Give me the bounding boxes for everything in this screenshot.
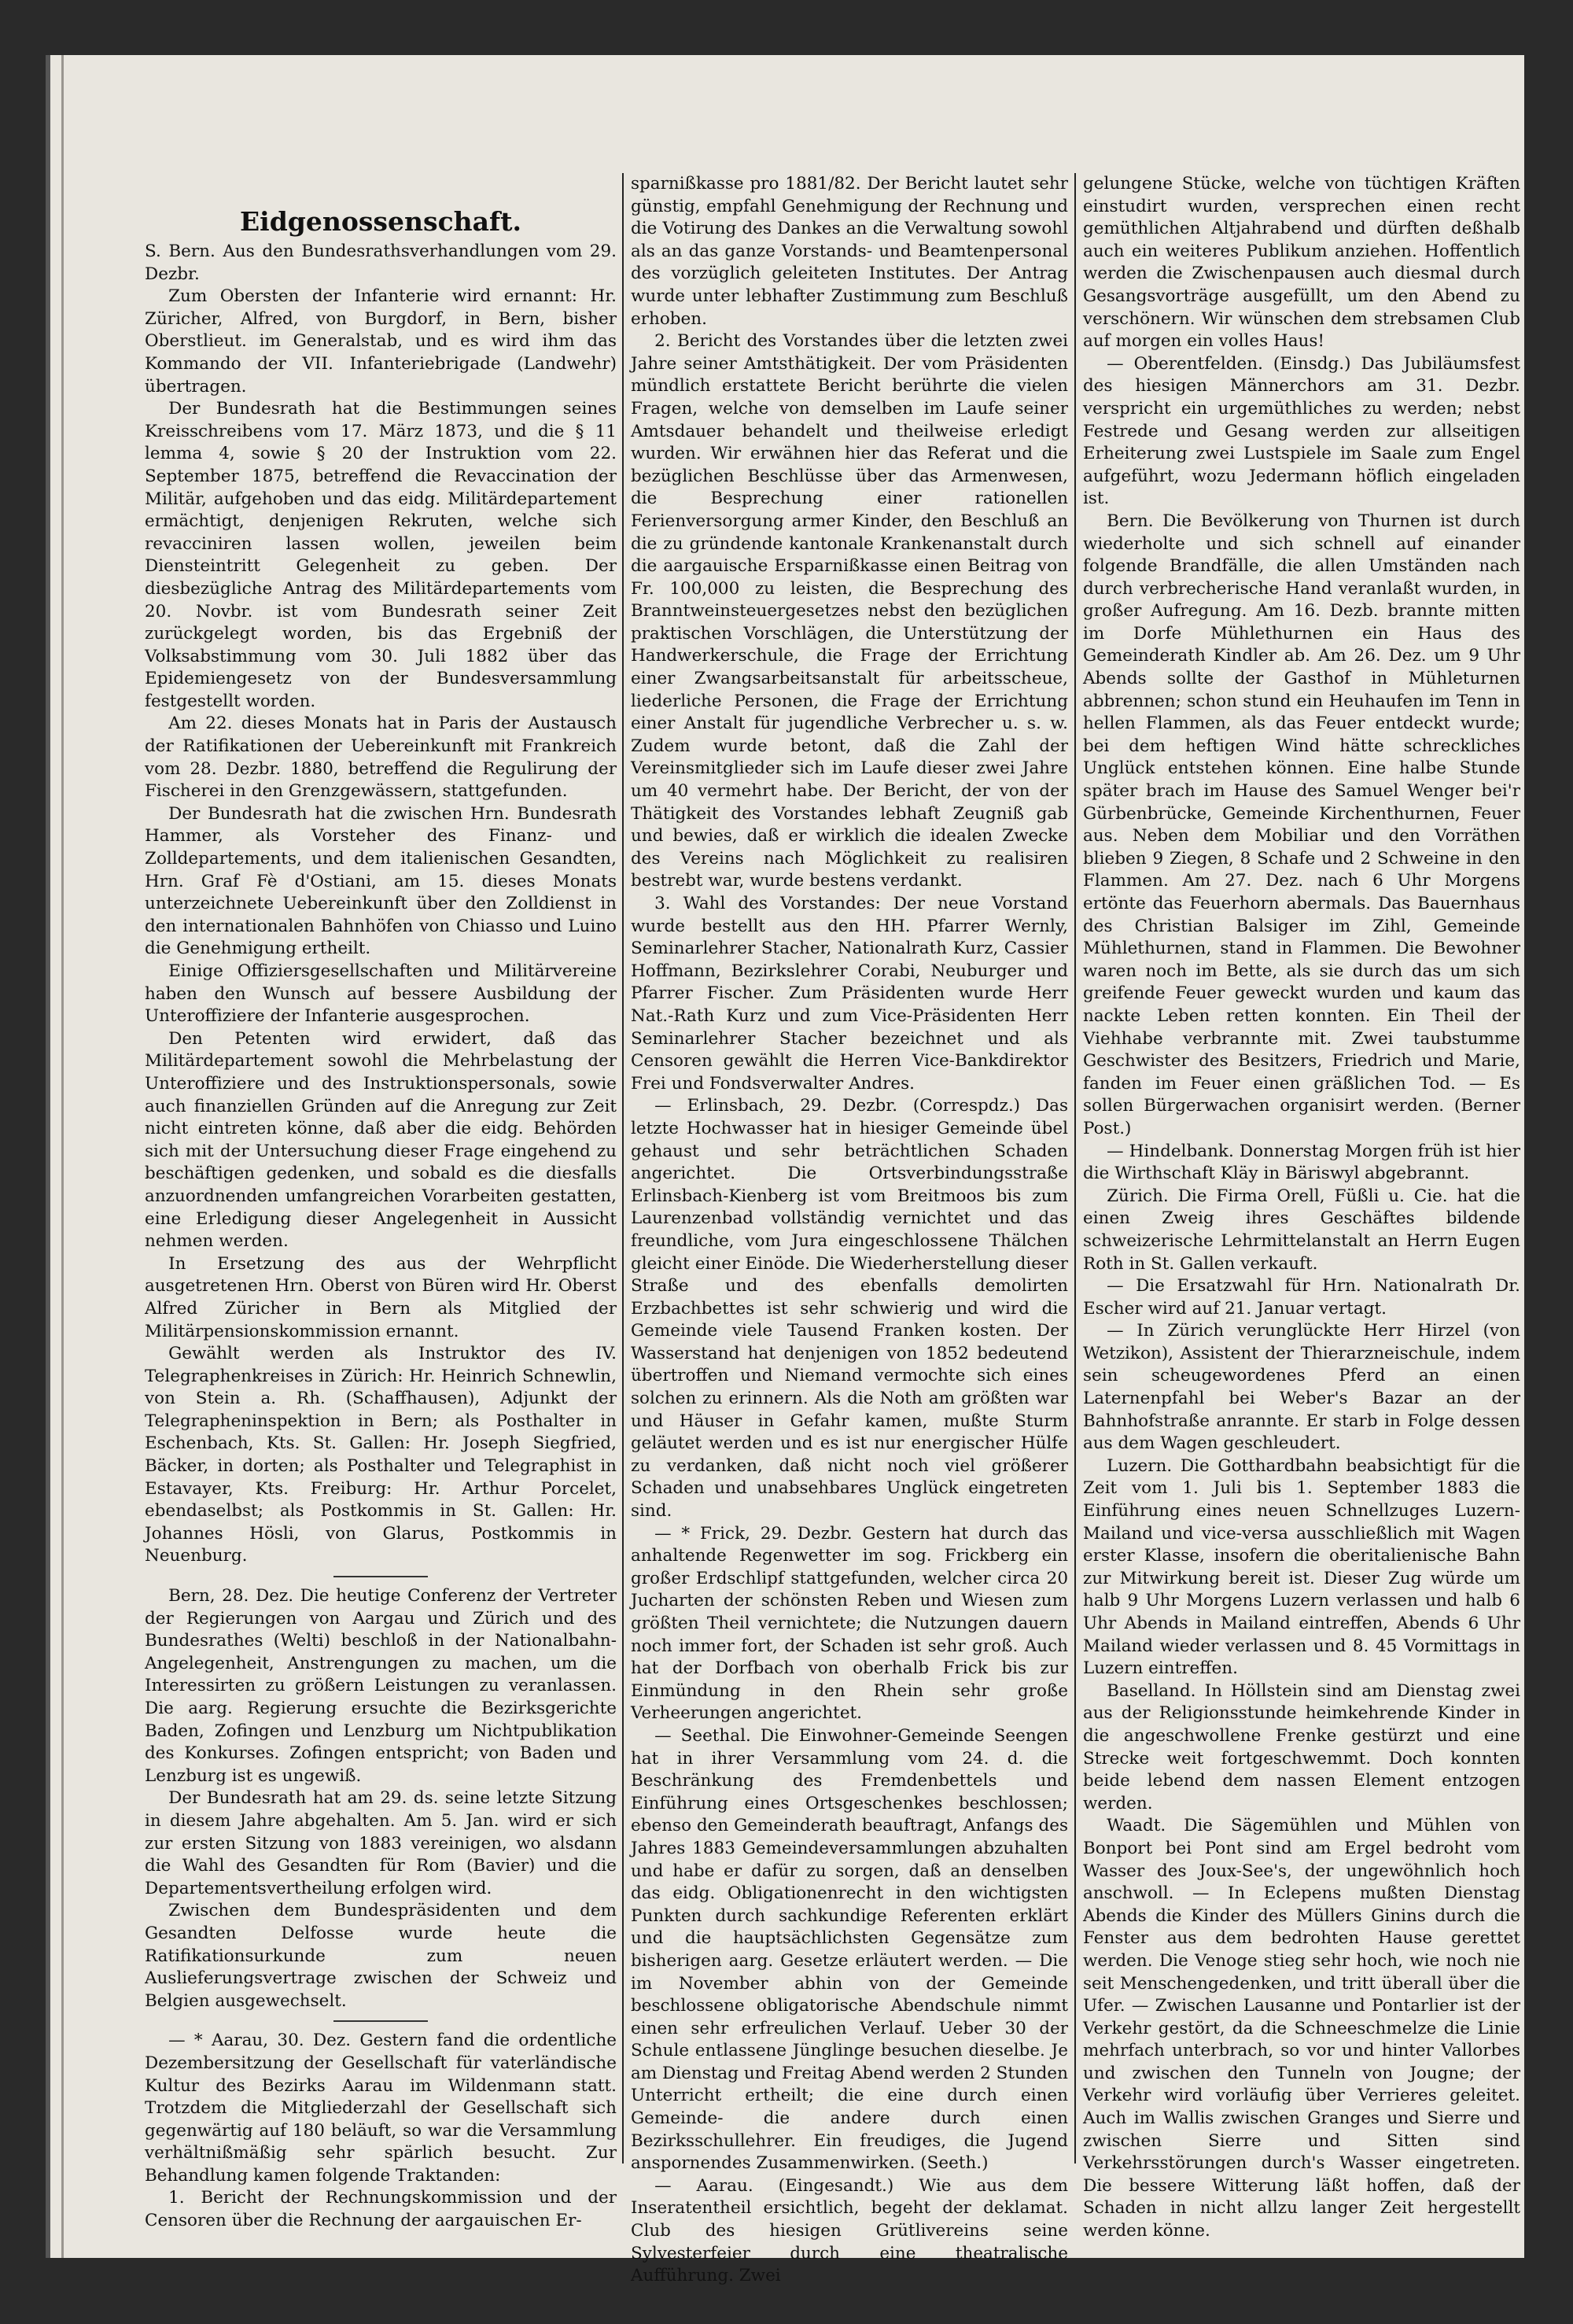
column-1 — [145, 173, 617, 2231]
article-paragraph: Baselland. In Höllstein sind am Dienstag zwei aus der Religionsstunde heimkehrende Kinder in die angeschwollene Frenke gestürzt und eine Strecke weit fortgeschwemmt. Doch konnten beide lebend dem nassen Element entzogen werden. — [1083, 1680, 1520, 1813]
article-paragraph: S. Bern. Aus den Bundesrathsverhandlungen vom 29. Dezbr. — [145, 242, 617, 284]
article-paragraph: Einige Offiziersgesellschaften und Militärvereine haben den Wunsch auf bessere Ausbildung der Unteroffiziere der Infanterie ausgesprochen. — [145, 961, 617, 1027]
article-paragraph: — * Frick, 29. Dezbr. Gestern hat durch das anhaltende Regenwetter im sog. Frickberg ein großer Erdschlipf stattgefunden, welcher circa 20 Jucharten der schönsten Reben und Wiesen zum größten Theil vernichtete; die Nutzungen dauern noch immer fort, der Schaden ist sehr groß. Auch hat der Dorfbach von oberhalb Frick bis zur Einmündung in den Rhein sehr große Verheerungen angerichtet. — [631, 1523, 1068, 1724]
article-paragraph: Zwischen dem Bundespräsidenten und dem Gesandten Delfosse wurde heute die Ratifikationsurkunde zum neuen Auslieferungsvertrage zwischen der Schweiz und Belgien ausgewechselt. — [145, 1901, 617, 2011]
article-paragraph: Der Bundesrath hat am 29. ds. seine letzte Sitzung in diesem Jahre abgehalten. Am 5. Jan. wird er sich zur ersten Sitzung von 1883 vereinigen, wo alsdann die Wahl des Gesandten für Rom (Bavier) und die Departementsvertheilung erfolgen wird. — [145, 1788, 617, 1898]
article-paragraph: In Ersetzung des aus der Wehrpflicht ausgetretenen Hrn. Oberst von Büren wird Hr. Oberst Alfred Züricher in Bern als Mitglied der Militärpensionskommission ernannt. — [145, 1253, 617, 1341]
article-paragraph: — * Aarau, 30. Dez. Gestern fand die ordentliche Dezembersitzung der Gesellschaft für vaterländische Kultur des Bezirks Aarau im Wildenmann statt. Trotzdem die Mitgliederzahl der Gesellschaft sich gegenwärtig auf 180 beläuft, so war die Versammlung verhältnißmäßig sehr spärlich besucht. Zur Behandlung kamen folgende Traktanden: — [145, 2031, 617, 2186]
article-paragraph: Der Bundesrath hat die zwischen Hrn. Bundesrath Hammer, als Vorsteher des Finanz- und Zolldepartements, und dem italienischen Gesandten, Hrn. Graf Fè d'Ostiani, am 15. dieses Monats unterzeichnete Uebereinkunft über den Zolldienst in den internationalen Bahnhöfen von Chiasso und Luino die Genehmigung ertheilt. — [145, 803, 617, 959]
newspaper-page — [46, 55, 1524, 2286]
article-paragraph: — Hindelbank. Donnerstag Morgen früh ist hier die Wirthschaft Kläy in Bäriswyl abgebrannt. — [1083, 1141, 1520, 1184]
column-2 — [631, 173, 1068, 2286]
article-paragraph: Bern. Die Bevölkerung von Thurnen ist durch wiederholte und sich schnell auf einander folgende Brandfälle, die allen Umständen nach durch verbrecherische Hand veranlaßt wurden, in großer Aufregung. Am 16. Dezb. brannte mitten im Dorfe Mühlethurnen ein Haus des Gemeinderath Kindler ab. Am 26. Dez. um 9 Uhr Abends sollte der Gasthof in Mühleturnen abbrennen; schon stund ein Heuhaufen im Tenn in hellen Flammen, als das Feuer entdeckt wurde; bei dem heftigen Wind hätte schreckliches Unglück entstehen können. Eine halbe Stunde später brach im Hause des Samuel Wenger bei'r Gürbenbrücke, Gemeinde Kirchenthurnen, Feuer aus. Neben dem Mobiliar und den Vorräthen blieben 9 Ziegen, 8 Schafe und 2 Schweine in den Flammen. Am 27. Dez. nach 6 Uhr Morgens ertönte das Feuerhorn abermals. Das Bauernhaus des Christian Balsiger im Zihl, Gemeinde Mühlethurnen, stand in Flammen. Die Bewohner waren noch im Bette, als sie durch das um sich greifende Feuer geweckt wurden und kaum das nackte Leben retten konnten. Ein Theil der Viehhabe verbrannte mit. Zwei taubstumme Geschwister des Besitzers, Friedrich und Marie, fanden im Feuer einen gräßlichen Tod. — Es sollen Bürgerwachen organisirt werden. (Berner Post.) — [1083, 511, 1520, 1138]
article-paragraph: — Seethal. Die Einwohner-Gemeinde Seengen hat in ihrer Versammlung vom 24. d. die Beschränkung des Fremdenbettels und Einführung eines Ortsgeschenkes beschlossen; ebenso den Gemeinderath beauftragt, Anfangs des Jahres 1883 Gemeindeversammlungen abzuhalten und habe er dafür zu sorgen, daß an denselben das eidg. Obligationenrecht in den wichtigsten Punkten durch sachkundige Referenten erklärt und die hauptsächlichsten Gegensätze zum bisherigen aarg. Gesetze erläutert werden. — Die im November abhin von der Gemeinde beschlossene obligatorische Abendschule nimmt einen sehr erfreulichen Verlauf. Ueber 30 der Schule entlassene Jünglinge besuchen dieselbe. Je am Dienstag und Freitag Abend werden 2 Stunden Unterricht ertheilt; die eine durch einen Gemeinde- die andere durch einen Bezirksschullehrer. Ein freudiges, die Jugend anspornendes Zusammenwirken. (Seeth.) — [631, 1725, 1068, 2174]
article-paragraph: Bern, 28. Dez. Die heutige Conferenz der Vertreter der Regierungen von Aargau und Zürich und des Bundesrathes (Welti) beschloß in der Nationalbahn-Angelegenheit, Anstrengungen zu machen, um die Interessirten zu größern Leistungen zu veranlassen. Die aarg. Regierung ersuchte die Bezirksgerichte Baden, Zofingen und Lenzburg um Nichtpublikation des Konkurses. Zofingen entspricht; von Baden und Lenzburg ist es ungewiß. — [145, 1586, 617, 1786]
article-paragraph: — In Zürich verunglückte Herr Hirzel (von Wetzikon), Assistent der Thierarzneischule, indem sein scheugewordenes Pferd an einen Laternenpfahl bei Weber's Bazar an der Bahnhofstraße anrannte. Er starb in Folge dessen aus dem Wagen geschleudert. — [1083, 1321, 1520, 1454]
article-paragraph: — Die Ersatzwahl für Hrn. Nationalrath Dr. Escher wird auf 21. Januar vertagt. — [1083, 1276, 1520, 1319]
article-paragraph: Gewählt werden als Instruktor des IV. Telegraphenkreises in Zürich: Hr. Heinrich Schnewlin, von Stein a. Rh. (Schaffhausen), Adjunkt der Telegrapheninspektion in Bern; als Posthalter in Eschenbach, Kts. St. Gallen: Hr. Joseph Siegfried, Bäcker, in dorten; als Posthalter und Telegraphist in Estavayer, Kts. Freiburg: Hr. Arthur Porcelet, ebendaselbst; als Postkommis in St. Gallen: Hr. Johannes Hösli, von Glarus, Postkommis in Neuenburg. — [145, 1344, 617, 1566]
article-paragraph: Waadt. Die Sägemühlen und Mühlen von Bonport bei Pont sind am Ergel bedroht vom Wasser des Joux-See's, der ungewöhnlich hoch anschwoll. — In Eclepens mußten Dienstag Abends die Kinder des Müllers Ginins durch die Fenster aus dem bedrohten Hause gerettet werden. Die Venoge stieg sehr hoch, wie noch nie seit Menschengedenken, und tritt überall über die Ufer. — Zwischen Lausanne und Pontarlier ist der Verkehr gestört, da die Schneeschmelze die Linie mehrfach unterbrach, so vor und hinter Vallorbes und zwischen den Tunneln von Jougne; der Verkehr wird vorläufig über Verrieres geleitet. Auch im Wallis zwischen Granges und Sierre und zwischen Sierre und Sitten sind Verkehrsstörungen durch's Wasser eingetreten. Die bessere Witterung läßt hoffen, daß der Schaden in nicht allzu langer Zeit hergestellt werden könne. — [1083, 1816, 1520, 2241]
section-heading: Eidgenossenschaft. — [240, 206, 521, 237]
column-rule — [1074, 173, 1076, 2164]
article-paragraph: 2. Bericht des Vorstandes über die letzten zwei Jahre seiner Amtsthätigkeit. Der vom Präsidenten mündlich erstattete Bericht berührte die vielen Fragen, welche von demselben im Laufe seiner Amtsdauer behandelt und theilweise erledigt wurden. Wir erwähnen hier das Referat und die bezüglichen Beschlüsse über das Armenwesen, die Besprechung einer rationellen Ferienversorgung armer Kinder, den Beschluß an die zu gründende kantonale Krankenanstalt durch die aargauische Ersparnißkasse einen Beitrag von Fr. 100,000 zu leisten, die Besprechung des Branntweinsteuergesetzes nebst den bezüglichen praktischen Vorschlägen, die Unterstützung der Handwerkerschule, die Frage der Errichtung einer Zwangsarbeitsanstalt für arbeitsscheue, liederliche Personen, die Frage der Errichtung einer Anstalt für jugendliche Verbrecher u. s. w. Zudem wurde betont, daß die Zahl der Vereinsmitglieder sich im Laufe dieser zwei Jahre um 40 vermehrt habe. Der Bericht, der von der Thätigkeit des Vorstandes lebhaft Zeugniß gab und bewies, daß er wirklich die idealen Zwecke des Vereins nach Möglichkeit zu realisiren bestrebt war, wurde bestens verdankt. — [631, 331, 1068, 891]
article-paragraph: sparnißkasse pro 1881/82. Der Bericht lautet sehr günstig, empfahl Genehmigung der Rechnung und die Votirung des Dankes an die Verwaltung sowohl als an das ganze Vorstands- und Beamtenpersonal des vorzüglich geleiteten Institutes. Der Antrag wurde unter lebhafter Zustimmung zum Beschluß erhoben. — [631, 174, 1068, 329]
article-separator — [333, 2020, 428, 2022]
article-paragraph: Zürich. Die Firma Orell, Füßli u. Cie. hat die einen Zweig ihres Geschäftes bildende schweizerische Lehrmittelanstalt an Herrn Eugen Roth in St. Gallen verkauft. — [1083, 1186, 1520, 1274]
article-paragraph: gelungene Stücke, welche von tüchtigen Kräften einstudirt wurden, versprechen einen recht gemüthlichen Altjahrabend und dürften deßhalb auch ein weiteres Publikum anziehen. Hoffentlich werden die Zwischenpausen auch diesmal durch Gesangsvorträge ausgefüllt, um den Abend zu verschönern. Wir wünschen dem strebsamen Club auf morgen ein volles Haus! — [1083, 174, 1520, 352]
article-paragraph: Der Bundesrath hat die Bestimmungen seines Kreisschreibens vom 17. März 1873, und die § 11 lemma 4, sowie § 20 der Instruktion vom 22. September 1875, betreffend die Revaccination der Militär, aufgehoben und das eidg. Militärdepartement ermächtigt, denjenigen Rekruten, welche sich revacciniren lassen wollen, jeweilen beim Diensteintritt Gelegenheit zu geben. Der diesbezügliche Antrag des Militärdepartements vom 20. Novbr. ist vom Bundesrath seiner Zeit zurückgelegt worden, bis das Ergebniß der Volksabstimmung vom 30. Juli 1882 über das Epidemiengesetz von der Bundesversammlung festgestellt worden. — [145, 399, 617, 711]
column-3 — [1083, 173, 1520, 2241]
article-paragraph: Am 22. dieses Monats hat in Paris der Austausch der Ratifikationen der Uebereinkunft mit Frankreich vom 28. Dezbr. 1880, betreffend die Regulirung der Fischerei in den Grenzgewässern, stattgefunden. — [145, 714, 617, 802]
article-paragraph: — Aarau. (Eingesandt.) Wie aus dem Inseratentheil ersichtlich, begeht der deklamat. Club des hiesigen Grütlivereins seine Sylvesterfeier durch eine theatralische Aufführung. Zwei — [631, 2175, 1068, 2286]
column-rule — [622, 173, 624, 2164]
article-paragraph: Zum Obersten der Infanterie wird ernannt: Hr. Züricher, Alfred, von Burgdorf, in Bern, bisher Oberstlieut. im Generalstab, und es wird ihm das Kommando der VII. Infanteriebrigade (Landwehr) übertragen. — [145, 286, 617, 397]
article-paragraph: — Oberentfelden. (Einsdg.) Das Jubiläumsfest des hiesigen Männerchors am 31. Dezbr. verspricht ein urgemüthliches zu werden; nebst Festrede und Gesang werden zur allseitigen Erheiterung zwei Lustspiele im Saale zum Engel aufgeführt, wozu Jedermann höflich eingeladen ist. — [1083, 353, 1520, 509]
article-paragraph: — Erlinsbach, 29. Dezbr. (Correspdz.) Das letzte Hochwasser hat in hiesiger Gemeinde übel gehaust und sehr beträchtlichen Schaden angerichtet. Die Ortsverbindungsstraße Erlinsbach-Kienberg ist vom Breitmoos bis zum Laurenzenbad vollständig vernichtet und das freundliche, vom Jura eingeschlossene Thälchen gleicht einer Einöde. Die Wiederherstellung dieser Straße und des ebenfalls demolirten Erzbachbettes ist sehr schwierig und wird die Gemeinde viele Tausend Franken kosten. Der Wasserstand hat denjenigen von 1852 bedeutend übertroffen und Niemand vermochte sich eines solchen zu erinnern. Als die Noth am größten war und Häuser in Gefahr kamen, mußte Sturm geläutet werden und es ist nur energischer Hülfe zu verdanken, daß nicht noch viel größerer Schaden und unabsehbares Unglück eingetreten sind. — [631, 1096, 1068, 1522]
article-paragraph: Den Petenten wird erwidert, daß das Militärdepartement sowohl die Mehrbelastung der Unteroffiziere und des Instruktionspersonals, sowie auch finanziellen Gründen auf die Anregung zur Zeit nicht eintreten könne, daß aber die eidg. Behörden sich mit der Untersuchung dieser Frage eingehend zu beschäftigen gedenken, und sobald es die diesfalls anzuordnenden umfangreichen Vorarbeiten gestatten, eine Erledigung dieser Angelegenheit in Aussicht nehmen werden. — [145, 1028, 617, 1252]
article-paragraph: 3. Wahl des Vorstandes: Der neue Vorstand wurde bestellt aus den HH. Pfarrer Wernly, Seminarlehrer Stacher, Nationalrath Kurz, Cassier Hoffmann, Bezirkslehrer Corabi, Neuburger und Pfarrer Fischer. Zum Präsidenten wurde Herr Nat.-Rath Kurz und zum Vice-Präsidenten Herr Seminarlehrer Stacher bezeichnet und als Censoren gewählt die Herren Vice-Bankdirektor Frei und Fondsverwalter Andres. — [631, 894, 1068, 1094]
article-paragraph: Luzern. Die Gotthardbahn beabsichtigt für die Zeit vom 1. Juli bis 1. September 1883 die Einführung eines neuen Schnellzuges Luzern-Mailand und vice-versa ausschließlich mit Wagen erster Klasse, insofern die oberitalienische Bahn zur Mitwirkung bereit ist. Dieser Zug würde um halb 9 Uhr Morgens Luzern verlassen und halb 6 Uhr Abends in Mailand eintreffen, Abends 6 Uhr Mailand wieder verlassen und 8. 45 Vormittags in Luzern eintreffen. — [1083, 1455, 1520, 1679]
article-separator — [333, 1576, 428, 1577]
article-paragraph: 1. Bericht der Rechnungskommission und der Censoren über die Rechnung der aargauischen Er- — [145, 2188, 617, 2231]
